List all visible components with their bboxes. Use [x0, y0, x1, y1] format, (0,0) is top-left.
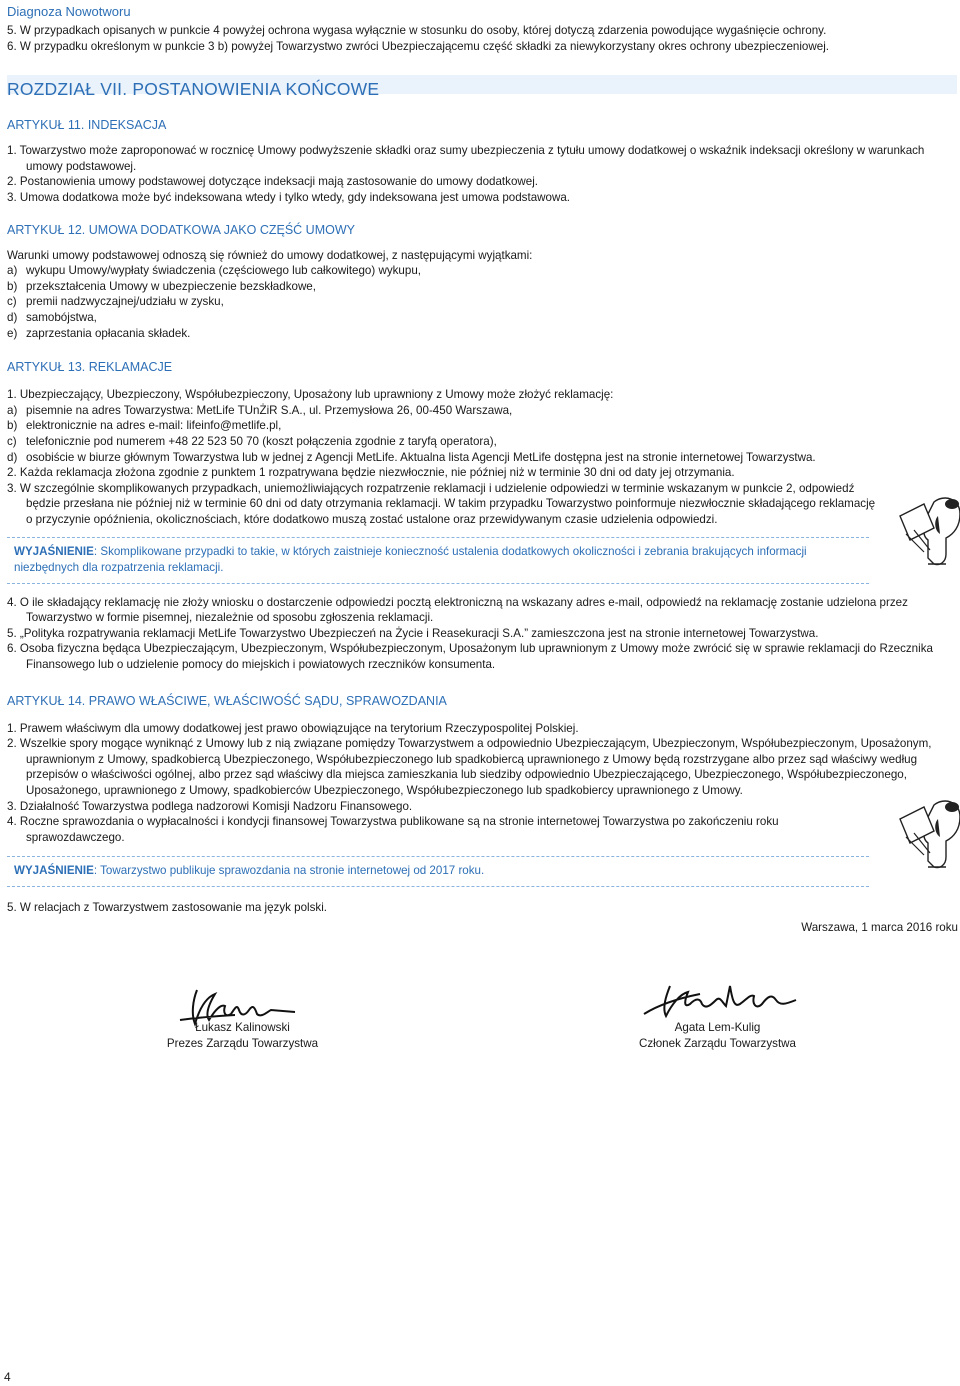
article-11-item-3: 3. Umowa dodatkowa może być indeksowana wtedy i tylko wtedy, gdy indeksowana jest umowa podstawowa.: [7, 190, 571, 204]
list-item: e) zaprzestania opłacania składek.: [7, 326, 191, 340]
list-item: b) przekształcenia Umowy w ubezpieczenie bezskładkowe,: [7, 279, 316, 293]
article-14-item-5: 5. W relacjach z Towarzystwem zastosowanie ma język polski.: [7, 900, 328, 914]
snoopy-reading-icon: [894, 494, 960, 568]
intro-item-5: 5. W przypadkach opisanych w punkcie 4 powyżej ochrona wygasa wyłącznie w stosunku do osoby, której dotyczą zdarzenia powodujące wygaśnięcie ochrony.: [7, 24, 827, 37]
article-12-title: ARTYKUŁ 12. UMOWA DODATKOWA JAKO CZĘŚĆ UMOWY: [7, 222, 355, 237]
article-12-intro: Warunki umowy podstawowej odnoszą się również do umowy dodatkowej, z następującymi wyjątkami:: [7, 248, 533, 262]
article-11-title: ARTYKUŁ 11. INDEKSACJA: [7, 118, 167, 133]
list-item: a) pisemnie na adres Towarzystwa: MetLife TUnŻiR S.A., ul. Przemysłowa 26, 00-450 Warszawa,: [7, 403, 513, 417]
article-13-title: ARTYKUŁ 13. REKLAMACJE: [7, 360, 173, 375]
article-13-item-2: 2. Każda reklamacja złożona zgodnie z punktem 1 rozpatrywana będzie niezwłocznie, nie później niż w terminie 30 dni od daty jej otrzymania.: [7, 466, 735, 480]
explanation-label: WYJAŚNIENIE: [14, 864, 94, 878]
article-11-item-1: 1. Towarzystwo może zaproponować w rocznicę Umowy podwyższenie składki oraz sumy ubezpieczenia z tytułu umowy dodatkowej o wskaźnik indeksacji określony w warunkach umowy podstawowej.: [7, 144, 925, 173]
article-14-title: ARTYKUŁ 14. PRAWO WŁAŚCIWE, WŁAŚCIWOŚĆ SĄDU, SPRAWOZDANIA: [7, 693, 447, 708]
article-12-exceptions-list: [7, 263, 957, 341]
explanation-text: : Skomplikowane przypadki to takie, w których zaistnieje konieczność ustalenia dodatkowych okoliczności i zebrania brakujących informacji niezbędnych dla rozpatrzenia reklamacji.: [14, 545, 807, 575]
page-number: 4: [4, 1370, 11, 1384]
article-13-item-3: 3. W szczególnie skomplikowanych przypadkach, uniemożliwiających rozpatrzenie reklamacji i udzielenie odpowiedzi w terminie wskazanym w punkcie 2, odpowiedź będzie przesłana nie później niż w terminie 60 dni od daty otrzymania reklamacji. W takim przypadku Towarzystwo poinformuje niezwłocznie składającego reklamację o przyczynie opóźnienia, okolicznościach, które dodatkowo muszą zostać ustalone oraz przewidywanym czasie udzielenia odpowiedzi.: [7, 481, 876, 526]
article-14-item-3: 3. Działalność Towarzystwa podlega nadzorowi Komisji Nadzoru Finansowego.: [7, 799, 413, 813]
article-14-item-1: 1. Prawem właściwym dla umowy dodatkowej jest prawo obowiązujące na terytorium Rzeczypospolitej Polskiej.: [7, 721, 579, 735]
list-item: b) elektronicznie na adres e-mail: lifeinfo@metlife.pl,: [7, 419, 282, 433]
snoopy-reading-icon: [894, 797, 960, 871]
article-14-item-4: 4. Roczne sprawozdania o wypłacalności i kondycji finansowej Towarzystwa publikowane są na stronie internetowej Towarzystwa po zakończeniu roku sprawozdawczego.: [7, 815, 779, 844]
list-item: a) wykupu Umowy/wypłaty świadczenia (częściowego lub całkowitego) wykupu,: [7, 264, 421, 278]
signatory-2-name: Agata Lem-Kulig: [674, 1021, 761, 1034]
signatory-1-role: Prezes Zarządu Towarzystwa: [166, 1036, 319, 1050]
chapter-title: ROZDZIAŁ VII. POSTANOWIENIA KOŃCOWE: [7, 79, 380, 100]
article-13-channels-list: [7, 403, 957, 465]
article-13-item-6: 6. Osoba fizyczna będąca Ubezpieczającym, Ubezpieczonym, Współubezpieczonym, Uposażonym lub uprawnionym z Umowy może zwrócić się w sprawie reklamacji do Rzecznika Finansowego lub o udzielenie pomocy do miejskich i powiatowych rzeczników konsumenta.: [7, 642, 933, 672]
explanation-text: : Towarzystwo publikuje sprawozdania na stronie internetowej od 2017 roku.: [93, 864, 485, 878]
signatory-2: [600, 1020, 835, 1051]
document-page: [7, 4, 957, 916]
list-item: d) osobiście w biurze głównym Towarzystwa lub w jednej z Agencji MetLife. Aktualna lista Agencji MetLife dostępna jest na stronie internetowej Towarzystwa.: [7, 450, 816, 464]
list-item: d) samobójstwa,: [7, 310, 97, 324]
document-header-title: Diagnoza Nowotworu: [7, 4, 131, 19]
signatory-1-name: Łukasz Kalinowski: [195, 1021, 290, 1034]
signatory-2-role: Członek Zarządu Towarzystwa: [638, 1036, 796, 1050]
list-item: c) premii nadzwyczajnej/udziału w zysku,: [7, 295, 224, 309]
article-14-explanation-note: [7, 856, 869, 887]
article-13-item-5: 5. „Polityka rozpatrywania reklamacji MetLife Towarzystwo Ubezpieczeń na Życie i Reasekuracji S.A.” zamieszczona jest na stronie internetowej Towarzystwa.: [7, 626, 819, 640]
article-14-item-2: 2. Wszelkie spory mogące wyniknąć z Umowy lub z nią związane pomiędzy Towarzystwem a odpowiednio Ubezpieczającym, Ubezpieczonym, Współubezpieczonym, Uposażonym, uprawnionym z Umowy, spadkobiercą Ubezpieczonego, Współubezpieczonego lub spadkobiercą uprawnionego z Umowy będą rozstrzygane albo przez sąd właściwy według przepisów o właściwości ogólnej, albo przez sąd właściwy dla miejsca zamieszkania lub siedziby odpowiednio Ubezpieczającego, Ubezpieczonego, Współubezpieczonego, Uposażonego, uprawnionego z Umowy, spadkobierców Ubezpieczonego, Współubezpieczonego lub spadkobiercy uprawnionego z Umowy.: [7, 737, 932, 797]
article-13-explanation-note: [7, 537, 869, 583]
list-item: c) telefonicznie pod numerem +48 22 523 50 70 (koszt połączenia zgodnie z taryfą operatora),: [7, 434, 497, 448]
article-13-item-1: 1. Ubezpieczający, Ubezpieczony, Współubezpieczony, Uposażony lub uprawniony z Umowy może złożyć reklamację:: [7, 388, 614, 402]
explanation-label: WYJAŚNIENIE: [14, 545, 94, 559]
intro-item-6: 6. W przypadku określonym w punkcie 3 b) powyżej Towarzystwo zwróci Ubezpieczającemu część składki za niewykorzystany okres ochrony ubezpieczeniowej.: [7, 39, 829, 53]
signatory-1: [130, 1020, 355, 1051]
article-11-item-2: 2. Postanowienia umowy podstawowej dotyczące indeksacji mają zastosowanie do umowy dodatkowej.: [7, 175, 539, 189]
signing-date: Warszawa, 1 marca 2016 roku: [801, 921, 958, 934]
article-13-item-4: 4. O ile składający reklamację nie złoży wniosku o dostarczenie odpowiedzi pocztą elektroniczną na wskazany adres e-mail, odpowiedź na reklamację zostanie udzielona przez Towarzystwo w formie pisemnej, niezależnie od sposobu zgłoszenia reklamacji.: [7, 595, 908, 625]
